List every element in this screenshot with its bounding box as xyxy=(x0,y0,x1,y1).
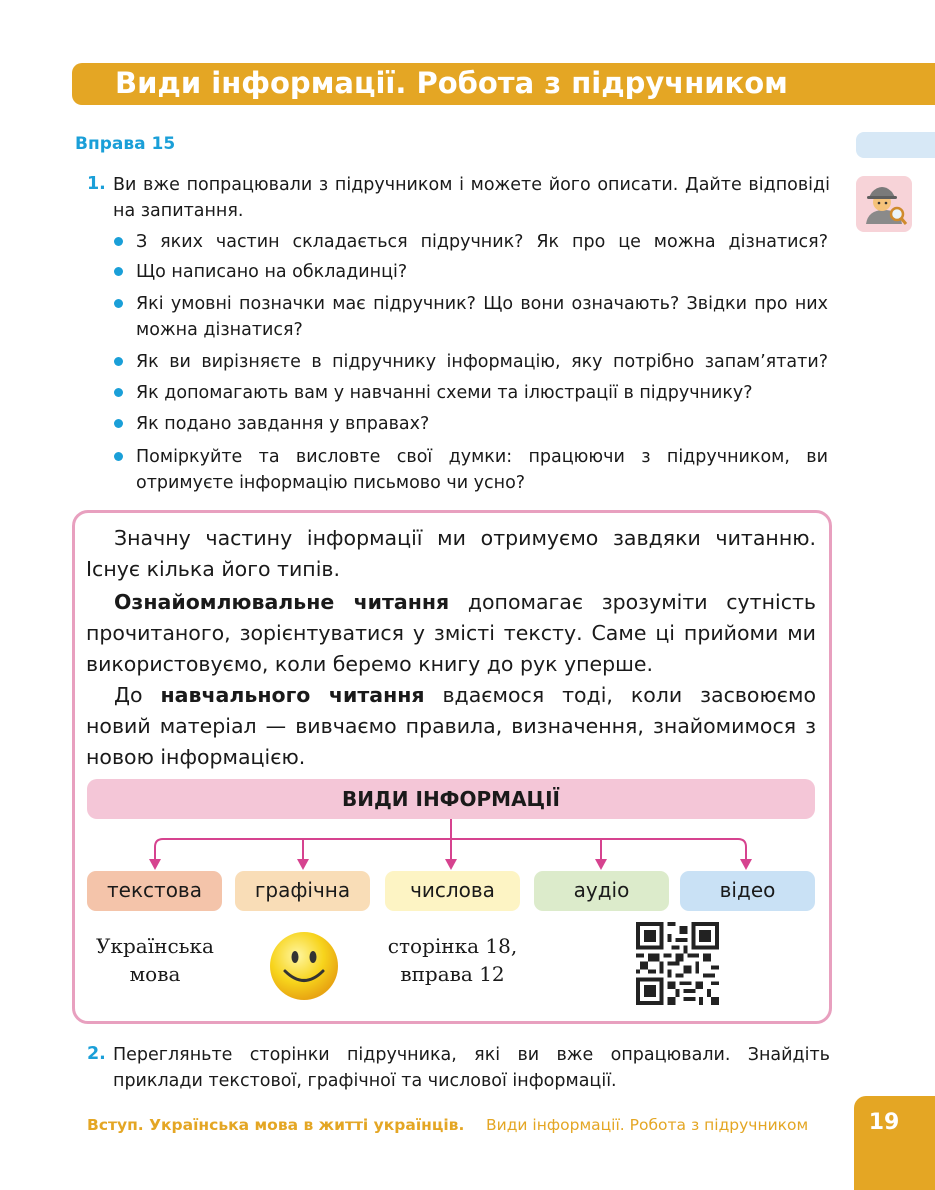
list-item: Поміркуйте та висловте свої думки: працюючи з підручником, ви отримуєте інформацію письмово чи усно? xyxy=(136,447,828,493)
term-bold: Ознайомлювальне читання xyxy=(114,590,450,614)
footer-topic: Види інформації. Робота з підручником xyxy=(486,1116,809,1134)
paragraph-text: вдаємося тоді, коли засвоюємо новий матеріал — вивчаємо правила, визначення, знайомимося з новою інформацією. xyxy=(86,683,816,769)
type-text: текстова xyxy=(87,871,222,911)
page-title: Види інформації. Робота з підручником xyxy=(115,66,788,100)
qr-code-icon xyxy=(636,922,719,1005)
paragraph-text: допомагає зрозуміти сутність прочитаного, зорієнтуватися у змісті тексту. Саме ці прийоми ми використовуємо, коли беремо книгу до рук уперше. xyxy=(86,590,816,676)
list-item: Як ви вирізняєте в підручнику інформацію, яку потрібно запам’ятати? xyxy=(136,352,828,372)
example-numeric-line: сторінка 18, xyxy=(387,934,518,958)
page-number: 19 xyxy=(868,1110,900,1135)
question-number: 2. xyxy=(87,1044,106,1064)
smiley-icon xyxy=(268,930,340,1002)
example-text-line: мова xyxy=(129,962,181,986)
exercise-title: Вправа 15 xyxy=(75,134,176,154)
type-audio: аудіо xyxy=(534,871,669,911)
term-bold: навчального читання xyxy=(160,683,425,707)
paragraph-text: До xyxy=(114,683,161,707)
example-numeric-line: вправа 12 xyxy=(400,962,505,986)
info-paragraph-1: Значну частину інформації ми отримуємо завдяки читанню. Існує кілька його типів. xyxy=(86,526,816,581)
list-item: Як подано завдання у вправах? xyxy=(136,414,430,434)
question-text: Перегляньте сторінки підручника, які ви вже опрацювали. Знайдіть приклади текстової, графічної та числової інформації. xyxy=(113,1045,830,1091)
question-text: Ви вже попрацювали з підручником і можете його описати. Дайте відповіді на запитання. xyxy=(113,175,830,221)
example-text-line: Українська xyxy=(96,934,214,958)
list-item: З яких частин складається підручник? Як про це можна дізнатися? xyxy=(136,232,828,252)
footer-section: Вступ. Українська мова в житті українців. xyxy=(87,1116,465,1134)
example-text xyxy=(80,932,230,988)
type-video: відео xyxy=(680,871,815,911)
example-numeric xyxy=(370,932,535,988)
diagram-title: ВИДИ ІНФОРМАЦІЇ xyxy=(87,779,815,819)
list-item: Які умовні позначки має підручник? Що вони означають? Звідки про них можна дізнатися? xyxy=(136,294,828,340)
list-item: Як допомагають вам у навчанні схеми та ілюстрації в підручнику? xyxy=(136,383,753,403)
type-graphic: графічна xyxy=(235,871,370,911)
list-item: Що написано на обкладинці? xyxy=(136,262,408,282)
type-numeric: числова xyxy=(385,871,520,911)
question-number: 1. xyxy=(87,174,106,194)
